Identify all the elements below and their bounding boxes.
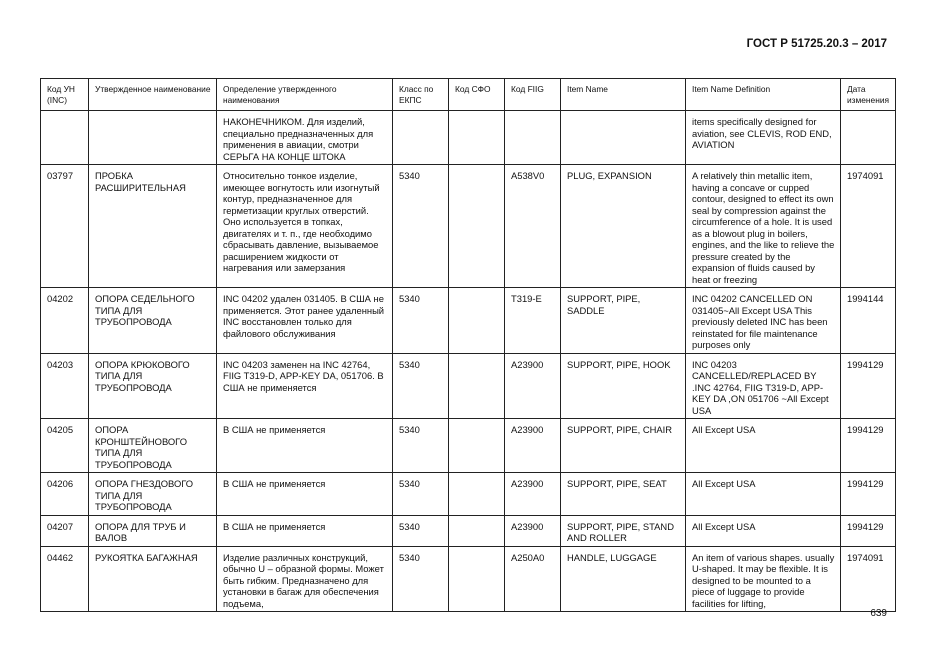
- cell-inc: 04205: [41, 419, 89, 473]
- cell-sfo: [449, 353, 505, 419]
- cell-item-name: SUPPORT, PIPE, HOOK: [561, 353, 686, 419]
- cell-item-definition: All Except USA: [686, 473, 841, 516]
- cell-sfo: [449, 165, 505, 288]
- cell-item-definition: INC 04203 CANCELLED/REPLACED BY .INC 42764, FIIG T319-D, APP-KEY DA ,ON 051706 ~All Except USA: [686, 353, 841, 419]
- cell-item-definition: An item of various shapes. usually U-shaped. It may be flexible. It is designed to be mounted to a piece of luggage to provide facilities for lifting,: [686, 546, 841, 612]
- cell-inc: 04202: [41, 288, 89, 354]
- cell-ekps: [393, 111, 449, 165]
- cell-date: 1974091: [841, 546, 896, 612]
- cell-name-ru: ОПОРА КРЮКОВОГО ТИПА ДЛЯ ТРУБОПРОВОДА: [89, 353, 217, 419]
- cell-date: 1994129: [841, 419, 896, 473]
- cell-ekps: 5340: [393, 546, 449, 612]
- cell-fiig: A23900: [505, 515, 561, 546]
- table-row: [41, 419, 896, 473]
- cell-date: 1974091: [841, 165, 896, 288]
- cell-item-definition: All Except USA: [686, 419, 841, 473]
- cell-item-definition: A relatively thin metallic item, having a concave or cupped contour, designed to effect its own seal by compression against the circumference of a hole. It is used as a blowout plug in boilers, engines, and the like to relieve the pressure created by the expansion of fluids caused by heat or freezing: [686, 165, 841, 288]
- cell-definition-ru: Относительно тонкое изделие, имеющее вогнутость или изогнутый контур, предназначенное для герметизации круглых отверстий. Оно используется в топках, двигателях и т. п., где необходимо сбрасывать давление, вызываемое расширением жидкости от нагревания или замерзания: [217, 165, 393, 288]
- col-header-item-definition: Item Name Definition: [686, 79, 841, 111]
- table-row: [41, 473, 896, 516]
- cell-ekps: 5340: [393, 353, 449, 419]
- cell-item-name: SUPPORT, PIPE, SADDLE: [561, 288, 686, 354]
- col-header-name-ru: Утвержденное наименование: [89, 79, 217, 111]
- header-row: [41, 79, 896, 111]
- cell-name-ru: [89, 111, 217, 165]
- col-header-fiig: Код FIIG: [505, 79, 561, 111]
- cell-definition-ru: НАКОНЕЧНИКОМ. Для изделий, специально предназначенных для применения в авиации, смотри СЕРЬГА НА КОНЦЕ ШТОКА: [217, 111, 393, 165]
- cell-item-name: PLUG, EXPANSION: [561, 165, 686, 288]
- table-row: [41, 546, 896, 612]
- cell-sfo: [449, 419, 505, 473]
- cell-item-definition: INC 04202 CANCELLED ON 031405~All Except USA This previously deleted INC has been reinstated for file maintenance purposes only: [686, 288, 841, 354]
- cell-inc: 04207: [41, 515, 89, 546]
- cell-ekps: 5340: [393, 473, 449, 516]
- col-header-ekps: Класс по ЕКПС: [393, 79, 449, 111]
- cell-fiig: T319-E: [505, 288, 561, 354]
- cell-definition-ru: Изделие различных конструкций, обычно U – образной формы. Может быть гибким. Предназначено для установки в багаж для обеспечения подъема,: [217, 546, 393, 612]
- cell-fiig: A250A0: [505, 546, 561, 612]
- table-row: [41, 111, 896, 165]
- cell-definition-ru: В США не применяется: [217, 419, 393, 473]
- cell-inc: 03797: [41, 165, 89, 288]
- page-number: 639: [870, 608, 887, 619]
- cell-item-definition: items specifically designed for aviation, see CLEVIS, ROD END, AVIATION: [686, 111, 841, 165]
- cell-fiig: A23900: [505, 353, 561, 419]
- cell-date: 1994129: [841, 473, 896, 516]
- cell-name-ru: ОПОРА КРОНШТЕЙНОВОГО ТИПА ДЛЯ ТРУБОПРОВОДА: [89, 419, 217, 473]
- cell-ekps: 5340: [393, 288, 449, 354]
- cell-date: [841, 111, 896, 165]
- cell-item-name: SUPPORT, PIPE, SEAT: [561, 473, 686, 516]
- cell-sfo: [449, 515, 505, 546]
- col-header-item-name: Item Name: [561, 79, 686, 111]
- cell-ekps: 5340: [393, 165, 449, 288]
- cell-sfo: [449, 473, 505, 516]
- cell-item-name: [561, 111, 686, 165]
- cell-name-ru: ОПОРА СЕДЕЛЬНОГО ТИПА ДЛЯ ТРУБОПРОВОДА: [89, 288, 217, 354]
- cell-definition-ru: INC 04202 удален 031405. В США не применяется. Этот ранее удаленный INC восстановлен только для файлового обслуживания: [217, 288, 393, 354]
- col-header-date: Дата изменения: [841, 79, 896, 111]
- cell-name-ru: ПРОБКА РАСШИРИТЕЛЬНАЯ: [89, 165, 217, 288]
- cell-fiig: [505, 111, 561, 165]
- col-header-inc: Код УН (INC): [41, 79, 89, 111]
- cell-definition-ru: В США не применяется: [217, 473, 393, 516]
- cell-ekps: 5340: [393, 515, 449, 546]
- cell-fiig: A23900: [505, 419, 561, 473]
- cell-name-ru: РУКОЯТКА БАГАЖНАЯ: [89, 546, 217, 612]
- cell-ekps: 5340: [393, 419, 449, 473]
- table-row: [41, 353, 896, 419]
- cell-fiig: A23900: [505, 473, 561, 516]
- cell-inc: [41, 111, 89, 165]
- cell-item-definition: All Except USA: [686, 515, 841, 546]
- cell-item-name: SUPPORT, PIPE, STAND AND ROLLER: [561, 515, 686, 546]
- cell-date: 1994144: [841, 288, 896, 354]
- cell-sfo: [449, 111, 505, 165]
- col-header-definition-ru: Определение утвержденного наименования: [217, 79, 393, 111]
- cell-definition-ru: В США не применяется: [217, 515, 393, 546]
- table-header: [41, 79, 896, 111]
- cell-name-ru: ОПОРА ГНЕЗДОВОГО ТИПА ДЛЯ ТРУБОПРОВОДА: [89, 473, 217, 516]
- items-table: [40, 78, 896, 612]
- cell-inc: 04203: [41, 353, 89, 419]
- table-row: [41, 515, 896, 546]
- cell-inc: 04462: [41, 546, 89, 612]
- cell-definition-ru: INC 04203 заменен на INC 42764, FIIG T319-D, APP-KEY DA, 051706. В США не применяется: [217, 353, 393, 419]
- table-row: [41, 165, 896, 288]
- document-standard-number: ГОСТ Р 51725.20.3 – 2017: [746, 38, 887, 50]
- cell-fiig: A538V0: [505, 165, 561, 288]
- cell-inc: 04206: [41, 473, 89, 516]
- cell-name-ru: ОПОРА ДЛЯ ТРУБ И ВАЛОВ: [89, 515, 217, 546]
- cell-sfo: [449, 288, 505, 354]
- cell-item-name: SUPPORT, PIPE, CHAIR: [561, 419, 686, 473]
- cell-sfo: [449, 546, 505, 612]
- cell-item-name: HANDLE, LUGGAGE: [561, 546, 686, 612]
- cell-date: 1994129: [841, 515, 896, 546]
- col-header-sfo: Код СФО: [449, 79, 505, 111]
- table-row: [41, 288, 896, 354]
- cell-date: 1994129: [841, 353, 896, 419]
- table-body: [41, 111, 896, 612]
